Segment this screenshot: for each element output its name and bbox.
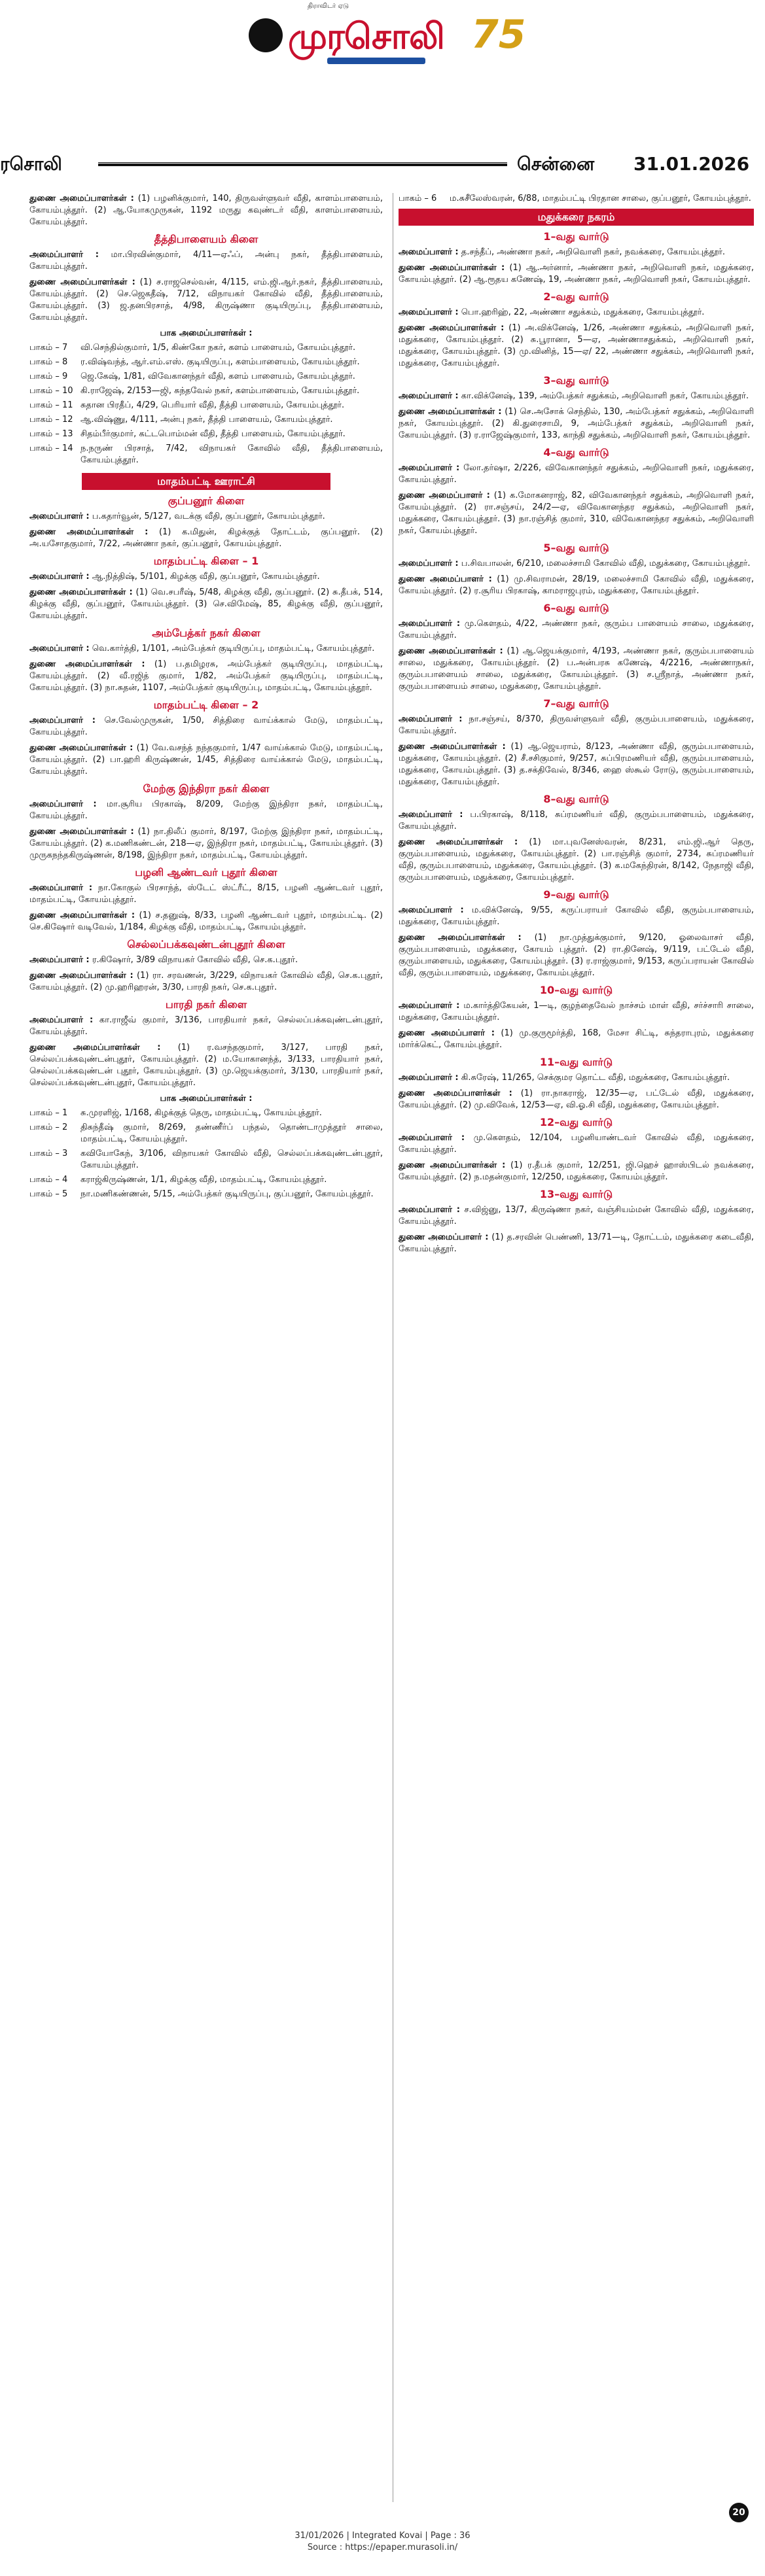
member-entry [29,882,383,906]
member-entry [399,1088,754,1111]
logo-ribbon [327,58,425,64]
member-details: நா.கோகுல் பிரசாந்த், ஸ்டேட் ஸ்ட்ரீட், 8/15, பழனி ஆண்டவர் புதூர், மாதம்பட்டி, கோயம்புத்தூர். [29,883,383,905]
role-label: துணை அமைப்பாளர் : [399,491,490,500]
booth-member: கி.ராஜேஷ், 2/153—ஜி, சுந்தவேல் நகர், களம்பாளையம், கோயம்புத்தூர். [80,386,360,396]
member-entry [29,511,383,523]
role-label: துணை அமைப்பாளர் : [399,574,492,584]
branch-heading: அம்பேத்கர் நகர் கிளை [152,627,260,639]
member-details: (1) ப.தமிழரசு, அம்பேத்கர் குடியிருப்பு, மாதம்பட்டி, கோயம்புத்தூர். (2) வீ.ரஜித் குமார், 1/82, அம்பேத்கர் குடியிருப்பு, மாதம்பட்டி, கோயம்புத்தூர். (3) நா.சுதன், 1107, அம்பேத்கர் குடியிருப்பு, மாதம்பட்டி, கோயம்புத்தூர். [29,659,383,693]
emblem-icon [249,18,283,52]
role-label: துணை அமைப்பாளர் : [399,1028,495,1038]
member-details: (1) ர.வசந்தகுமார், 3/127, பாரதி நகர், செல்லப்பக்கவுண்டன்புதூர், கோயம்புத்தூர். (2) ம.யோகானந்த், 3/133, பாரதியார் நகர், செல்லப்பக்கவுண்டன் புதூர், கோயம்புத்தூர். (3) மு.ஜெயக்குமார், 3/130, பாரதியார் நகர், செல்லப்பக்கவுண்டன்புதூர், கோயம்புத்தூர். [29,1043,383,1088]
booth-row [29,414,383,426]
member-entry [29,954,383,966]
member-details: (1) ஆ.ஜெயக்குமார், 4/193, அண்ணா நகர், குரும்பபாளையம் சாலை, மதுக்கரை, கோயம்புத்தூர். (2) ப.அன்பரசு கணேஷ், 4/2216, அண்ணாநகர், குரும்பபாளையம் சாலை, மதுக்கரை, கோயம்புத்தூர். (3) ச.ஸ்ரீநாத், அண்ணா நகர், குரும்பபாளையம் சாலை, மதுக்கரை, கோயம்புத்தூர். [399,646,754,691]
role-label: துணை அமைப்பாளர்கள் : [399,1160,506,1170]
role-label: அமைப்பாளர் : [399,1073,459,1083]
booth-number: பாகம் – 14 [29,444,73,453]
role-label: அமைப்பாளர் : [399,307,459,317]
role-label: துணை அமைப்பாளர்கள் : [399,646,503,656]
edition-date: 31.01.2026 [633,153,750,175]
branch-heading: 2–வது வார்டு [543,290,609,303]
role-label: அமைப்பாளர் : [399,1205,460,1215]
role-label: துணை அமைப்பாளர்கள் : [29,971,133,981]
role-label: துணை அமைப்பாளர்கள் : [399,742,506,752]
booth-member: கராஜ்கிருஷ்ணன், 1/1, கிழக்கு வீதி, மாதம்பட்டி, கோயம்புத்தூர். [80,1175,327,1185]
role-label: அமைப்பாளர் : [29,512,90,521]
member-details: (1) ச.ராஜசெல்வன், 4/115, எம்.ஜி.ஆர்.நகர், தீத்திபாளையம், கோயம்புத்தூர். (2) செ.ஜெகதீஷ், 7/12, விநாயகர் கோவில் வீதி, தீத்திபாளையம், கோயம்புத்தூர். (3) ஜ.தனபிரசாத், 4/98, கிருஷ்ணா குடியிருப்பு, தீத்திபாளையம், கோயம்புத்தூர். [29,277,383,322]
role-label: அமைப்பாளர் : [29,1015,94,1025]
member-entry [399,558,754,570]
member-details: (1) ரா. சரவணன், 3/229, விநாயகர் கோவில் வீதி, செ.க.புதூர், கோயம்புத்தூர். (2) மு.ஹரிஹரன், 3/30, பாரதி நகர், செ.க.புதூர். [29,971,383,992]
anniversary-mark: 75 [471,12,526,58]
role-label: அமைப்பாளர் : [29,955,90,965]
booth-row [29,443,383,466]
member-details: நா.சஞ்சய், 8/370, திருவள்ளுவர் வீதி, குரும்பபாளையம், மதுக்கரை, கோயம்புத்தூர். [399,714,754,736]
role-label: துணை அமைப்பாளர்கள் : [399,407,502,417]
region-banner: மாதம்பட்டி ஊராட்சி [82,473,330,490]
member-entry [399,809,754,833]
branch-heading: குப்பனூர் கிளை [168,495,245,507]
booth-number: பாகம் – 1 [29,1108,68,1118]
member-entry [399,391,754,402]
member-entry [399,905,754,928]
role-label: துணை அமைப்பாளர்கள் : [29,587,133,597]
member-details: ச.விஜ்னு, 13/7, கிருஷ்ணா நகர், வஞ்சியம்மன் கோவில் வீதி, மதுக்கரை, கோயம்புத்தூர். [399,1205,754,1227]
booth-member: சிதம்பீர்குமார், கட்டபொம்மன் வீதி, தீத்தி பாளையம், கோயம்புத்தூர். [80,429,346,439]
member-details: (1) ஆ.ஜெயராம், 8/123, அண்ணா வீதி, குரும்பபாளையம், மதுக்கரை, கோயம்புத்தூர். (2) சீ.சசிகுமார், 9/257, சுப்பிரமணியர் வீதி, குரும்பபாளையம், மதுக்கரை, கோயம்புத்தூர். (3) த.சக்திவேல், 8/346, ஹை ஸ்கூல் ரோடு, குரும்பபாளையம், மதுக்கரை, கோயம்புத்தூர். [399,742,754,787]
member-entry [399,837,754,884]
footer-edition-line: 31/01/2026 | Integrated Kovai | Page : 36 [294,2531,471,2541]
branch-heading: 11–வது வார்டு [539,1056,613,1068]
member-details: வெ.கார்த்தி, 1/101, அம்பேத்கர் குடியிருப்பு, மாதம்பட்டி, கோயம்புத்தூர். [92,644,375,653]
booth-number: பாகம் – 3 [29,1149,68,1158]
article-column-left [29,193,383,2502]
member-details: மா.பிரவின்குமார், 4/11—ஏஃப், அன்பு நகர், தீத்திபாளையம், கோயம்புத்தூர். [29,250,383,271]
masthead-tagline: திராவிடர் ஏடு [308,3,349,10]
brand-name: முரசொலி [288,16,444,57]
member-entry [29,910,383,933]
member-entry [29,715,383,739]
section-subheading: பாக அமைப்பாளர்கள் : [160,1094,253,1104]
member-details: ர.கிஷோர், 3/89 விநாயகர் கோவில் வீதி, செ.க.புதூர். [92,955,298,965]
branch-heading: 9–வது வார்டு [543,888,609,901]
role-label: துணை அமைப்பாளர்கள் : [29,911,135,920]
role-label: துணை அமைப்பாளர்கள் : [29,1043,161,1053]
role-label: துணை அமைப்பாளர்கள் : [29,194,134,203]
booth-number: பாகம் – 4 [29,1175,68,1185]
branch-heading: 3–வது வார்டு [543,374,609,387]
member-details: (1) மு.குருமூர்த்தி, 168, மேசா சிட்டி, சுந்தராபுரம், மதுக்கரை மார்க்கெட், கோயம்புத்தூர். [399,1028,754,1050]
member-details: ம.விக்னேஷ், 9/55, கருப்பராயர் கோவில் வீதி, குரும்பபாளையம், மதுக்கரை, கோயம்புத்தூர். [399,905,754,927]
role-label: அமைப்பாளர் : [29,644,90,653]
dateline-bar [0,148,765,181]
role-label: அமைப்பாளர் : [399,247,459,257]
branch-heading: மேற்கு இந்திரா நகர் கிளை [143,782,270,795]
booth-row [29,400,383,411]
member-details: (1) நா.திலீப் குமார், 8/197, மேற்கு இந்திரா நகர், மாதம்பட்டி, கோயம்புத்தூர். (2) க.மணிகண்டன், 218—ஏ, இந்திரா நகர், மாதம்பட்டி, கோயம்புத்தூர். (3) முருகநந்தகிருஷ்ணன், 8/198, இந்திரா நகர், மாதம்பட்டி, கோயம்புத்தூர். [29,827,383,860]
member-details: (1) வெ.சபரீஷ், 5/48, கிழக்கு வீதி, குப்பனூர். (2) சு.தீபக், 514, கிழக்கு வீதி, குப்பனூர், கோயம்புத்தூர். (3) செ.விமேஷ், 85, கிழக்கு வீதி, குப்பனூர், கோயம்புத்தூர். [29,587,383,621]
role-label: அமைப்பாளர் : [29,716,96,725]
branch-heading: 13–வது வார்டு [539,1188,613,1200]
role-label: அமைப்பாளர் : [29,250,99,260]
member-entry [29,1015,383,1038]
dateline-rule [98,162,507,166]
member-details: ம.கார்த்திகேயன், 1—டி, குழந்தைவேல் நாச்சம் மாள் வீதி, சர்ச்சாரி சாலை, மதுக்கரை, கோயம்புத்தூர். [399,1001,754,1022]
booth-row [29,1174,383,1186]
member-details: ப.கதார்வூன், 5/127, வடக்கு வீதி, குப்பனூர், கோயம்புத்தூர். [92,512,325,521]
member-entry [29,970,383,994]
member-details: செ.வேல்முருகன், 1/50, சித்திரை வாய்க்கால் மேடு, மாதம்பட்டி, கோயம்புத்தூர். [29,716,383,737]
paper-name: ரசொலி [0,153,62,175]
booth-member: வி.செந்தில்குமார், 1/5, கிண்கோ நகர், களம் பாளையம், கோயம்புத்தூர். [80,343,356,353]
member-entry [399,406,754,442]
member-details: (1) ஆ.அர்னார், அண்ணா நகர், அறிவொளி நகர், மதுக்கரை, கோயம்புத்தூர். (2) ஆ.ரூதய கணேஷ், 19, அண்ணா நகர், அறிவொளி நகர், கோயம்புத்தூர். [399,263,754,285]
booth-row [29,1122,383,1145]
booth-row [29,342,383,354]
role-label: துணை அமைப்பாளர்கள் : [29,827,134,837]
member-entry [399,1132,754,1156]
branch-heading: பழனி ஆண்டவர் புதூர் கிளை [135,866,277,879]
role-label: அமைப்பாளர் : [399,714,463,724]
branch-heading: 12–வது வார்டு [539,1116,613,1128]
branch-heading: 5–வது வார்டு [543,542,609,554]
member-details: (1) ரா.நாகராஜ், 12/35—ஏ, பட்டேல் வீதி, மதுக்கரை, கோயம்புத்தூர். (2) மு.விவேக், 12/53—ஏ, வி.ஓ.சி வீதி, மதுக்கரை, கோயம்புத்தூர். [399,1088,754,1110]
member-entry [29,193,383,228]
role-label: அமைப்பாளர் : [399,810,463,820]
role-label: அமைப்பாளர் : [399,905,464,915]
member-entry [399,646,754,693]
region-banner: மதுக்கரை நகரம் [399,209,754,226]
member-details: (1) ச.தனுஷ், 8/33, பழனி ஆண்டவர் புதூர், மாதம்பட்டி. (2) செ.கிஷோர் வடிவேல், 1/184, கிழக்கு வீதி, மாதம்பட்டி, கோயம்புத்தூர். [29,911,383,932]
member-details: கி.சுரேஷ், 11/265, செக்குமர தொட்ட வீதி, மதுக்கரை, கோயம்புத்தூர். [461,1073,730,1083]
branch-heading: 7–வது வார்டு [543,697,609,710]
member-entry [399,714,754,737]
member-details: (1) ர.தீபக் குமார், 12/251, ஜி.ஹெச் ஹாஸ்பிடல் நவக்கரை, கோயம்புத்தூர். (2) ந.மதன்குமார், 12/250, மதுக்கரை, கோயம்புத்தூர். [399,1160,754,1182]
member-details: கா.ராஜீவ் குமார், 3/136, பாரதியார் நகர், செல்லப்பக்கவுண்டன்புதூர், கோயம்புத்தூர். [29,1015,383,1037]
booth-member: ஆ.விஷ்ணு, 4/111, அன்பு நகர், தீத்தி பாளையம், கோயம்புத்தூர். [80,415,333,425]
booth-row [29,1107,383,1119]
member-details: கா.விக்னேஷ், 139, அம்பேத்கர் சதுக்கம், அறிவொளி நகர், கோயம்புத்தூர். [461,391,749,401]
branch-heading: 1–வது வார்டு [543,230,609,243]
branch-heading: பாரதி நகர் கிளை [165,998,247,1011]
booth-number: பாகம் – 9 [29,372,68,381]
booth-number: பாகம் – 6 [399,194,437,203]
member-details: (1) க.மிதுன், கிழக்குத் தோட்டம், குப்பனூர். (2) அ.யசோதகுமார், 7/22, அண்ணா நகர், குப்பனூர், கோயம்புத்தூர். [29,527,383,549]
role-label: துணை அமைப்பாளர்கள் : [399,1088,512,1098]
role-label: அமைப்பாளர் : [399,619,461,629]
role-label: அமைப்பாளர் : [399,1133,465,1143]
booth-row [29,357,383,368]
member-details: (1) த.சரவின் பெண்ணி, 13/71—டி, தோட்டம், மதுக்கரை கடைவீதி, கோயம்புத்தூர். [399,1232,754,1254]
member-details: ப.சிவபாலன், 6/210, மலைச்சாமி கோவில் வீதி, மதுக்கரை, கோயம்புத்தூர். [461,559,751,568]
branch-heading: செல்லப்பக்கவுண்டன்புதூர் கிளை [127,938,285,950]
member-entry [29,249,383,273]
member-entry [399,1072,754,1084]
booth-number: பாகம் – 2 [29,1123,68,1132]
member-entry [29,826,383,862]
role-label: துணை அமைப்பாளர்கள் : [29,277,135,287]
member-details: (1) பழனிக்குமார், 140, திருவள்ளுவர் வீதி, காளம்பாளையம், கோயம்புத்தூர். (2) ஆ.யோகமுருகன், 1192 மருது கவுண்டர் வீதி, காளம்பாளையம், கோயம்புத்தூர். [29,194,383,227]
member-entry [29,587,383,622]
booth-row [29,428,383,440]
member-entry [29,277,383,324]
booth-member: சு.முரளிஜ், 1/168, கிழக்குத் தெரு, மாதம்பட்டி, கோயம்புத்தூர். [80,1108,322,1118]
booth-member: கவியோகேந், 3/106, விநாயகர் கோவில் வீதி, செல்லப்பக்கவுண்டன்புதூர், கோயம்புத்தூர். [80,1149,383,1170]
member-details: (1) செ.அசோக் செந்தில், 130, அம்பேத்கர் சதுக்கம், அறிவொளி நகர், கோயம்புத்தூர். (2) கி.துரைசாமி, 9, அம்பேத்கர் சதுக்கம், அறிவொளி நகர், கோயம்புத்தூர். (3) ர.ராஜேஷ்குமார், 133, காந்தி சதுக்கம், அறிவொளி நகர், கோயம்புத்தூர். [399,407,754,440]
member-entry [29,643,383,655]
booth-row [399,193,754,205]
member-entry [29,1042,383,1089]
booth-row [29,385,383,397]
role-label: துணை அமைப்பாளர்கள் : [399,323,505,333]
branch-heading: 8–வது வார்டு [543,793,609,805]
member-details: த.சந்தீப், அண்ணா நகர், அறிவொளி நகர், நவக்கரை, கோயம்புத்தூர். [461,247,726,257]
role-label: அமைப்பாளர் : [399,463,460,473]
member-details: (1) மா.புவனேஸ்வரன், 8/231, எம்.ஜி.ஆர் தெரு, குரும்பபாளையம், மதுக்கரை, கோயம்புத்தூர். (2) பா.ரஞ்சித் குமார், 2734, சுப்ரமணியர் வீதி, குரும்பபாளையம், மதுக்கரை, கோயம்புத்தூர். (3) க.மகேந்திரன், 8/142, நேதாஜி வீதி, குரும்பபாளையம், மதுக்கரை, கோயம்புத்தூர். [399,837,754,882]
member-details: (1) நா.முத்துக்குமார், 9/120, ஓலைவாசர் வீதி, குரும்பபாளையம், மதுக்கரை, கோயம் புத்தூர். (2) ரா.தினேஷ், 9/119, பட்டேல் வீதி, குரும்பாளையம், மதுக்கரை, கோயம்புத்தூர். (3) ர.ராஜ்குமார், 9/153, கருப்பராயன் கோவில் வீதி, குரும்பபாளையம், மதுக்கரை, கோயம்புத்தூர். [399,933,754,978]
footer-source-line[interactable]: Source : https://epaper.murasoli.in/ [307,2543,458,2552]
page-number-badge: 20 [729,2503,749,2522]
member-entry [399,1232,754,1255]
booth-number: பாகம் – 11 [29,400,73,410]
role-label: அமைப்பாளர் : [29,799,97,809]
member-details: பொ.ஹரிஹ், 22, அண்ணா சதுக்கம், மதுக்கரை, கோயம்புத்தூர். [461,307,705,317]
member-entry [29,571,383,583]
member-details: ப.பிரகாஷ், 8/118, சுப்ரமணியர் வீதி, குரும்பபாளையம், மதுக்கரை, கோயம்புத்தூர். [399,810,754,831]
role-label: அமைப்பாளர் : [399,391,459,401]
member-entry [399,574,754,597]
member-entry [399,262,754,286]
role-label: துணை அமைப்பாளர்கள் : [399,933,522,943]
page-footer [0,2530,765,2554]
member-details: மா.சூரிய பிரகாஷ், 8/209, மேற்கு இந்திரா நகர், மாதம்பட்டி, கோயம்புத்தூர். [29,799,383,821]
booth-member: திசுந்தீஷ் குமார், 8/269, தண்ணீர்ப் பந்தல், தொண்டாமுத்தூர் சாலை, மாதம்பட்டி, கோயம்புத்தூர். [80,1123,383,1144]
member-entry [29,659,383,694]
branch-heading: 4–வது வார்டு [543,446,609,459]
member-details: ஆ.நித்திஷ், 5/101, கிழக்கு வீதி, குப்பனூர், கோயம்புத்தூர். [92,572,320,582]
member-entry [399,1028,754,1051]
section-subheading: பாக அமைப்பாளர்கள் : [160,328,253,338]
member-entry [29,527,383,550]
member-details: லோ.தர்ஷா, 2/226, விவேகானந்தர் சதுக்கம், அறிவொளி நகர், மதுக்கரை, கோயம்புத்தூர். [399,463,754,485]
booth-member: ர.விஷ்வந்த், ஆர்.எம்.எஸ். குடியிருப்பு, களம்பாளையம், கோயம்புத்தூர். [80,357,360,367]
branch-heading: மாதம்பட்டி கிளை – 2 [153,699,259,711]
role-label: அமைப்பாளர் : [29,883,93,893]
branch-heading: மாதம்பட்டி கிளை – 1 [153,555,259,567]
member-entry [399,322,754,370]
member-details: மு.கெளதம், 4/22, அண்ணா நகர், குரும்ப பாளையம் சாலை, மதுக்கரை, கோயம்புத்தூர். [399,619,754,640]
booth-member: ம.சுசீலேஸ்வரன், 6/88, மாதம்பட்டி பிரதான சாலை, குப்பனூர், கோயம்புத்தூர். [450,194,751,203]
member-entry [399,618,754,642]
role-label: துணை அமைப்பாளர்கள் : [399,263,505,273]
branch-heading: 10–வது வார்டு [539,984,613,996]
brand-logo[interactable] [249,12,524,64]
member-entry [399,490,754,537]
booth-number: பாகம் – 13 [29,429,73,439]
member-entry [399,1204,754,1228]
booth-row [29,371,383,383]
member-entry [399,1000,754,1024]
booth-number: பாகம் – 8 [29,357,68,367]
member-entry [399,462,754,486]
branch-heading: 6–வது வார்டு [543,602,609,614]
masthead [0,0,765,78]
member-entry [399,247,754,258]
edition-city: சென்னை [517,153,595,175]
booth-row [29,1189,383,1200]
role-label: துணை அமைப்பாளர்கள் : [29,743,133,753]
member-details: (1) மு.சிவராமன், 28/19, மலைச்சாமி கோவில் வீதி, மதுக்கரை, கோயம்புத்தூர். (2) ர.சூரிய பிரகாஷ், காமராஜபுரம், மதுக்கரை, கோயம்புத்தூர். [399,574,754,596]
member-details: (1) க.மோகனராஜ், 82, விவேகானந்தர் சதுக்கம், அறிவொளி நகர், கோயம்புத்தூர். (2) ரா.சஞ்சய், 24/2—ஏ, விவேகானந்தர சதுக்கம், அறிவொளி நகர், மதுக்கரை, கோயம்புத்தூர். (3) நா.ரஞ்சித் குமார், 310, விவேகானந்தர சதுக்கம், அறிவொளி நகர், கோயம்புத்தூர். [399,491,754,536]
booth-number: பாகம் – 10 [29,386,73,396]
booth-member: நா.மணிகண்ணன், 5/15, அம்பேத்கர் குடியிருப்பு, குப்பனூர், கோயம்புத்தூர். [80,1189,374,1199]
booth-member: ஜெ.கேஷ், 1/81, விவேகானந்தர் வீதி, களம் பாளையம், கோயம்புத்தூர். [80,372,355,381]
member-details: மு.கெளதம், 12/104, பழனியாண்டவர் கோவில் வீதி, மதுக்கரை, கோயம்புத்தூர். [399,1133,754,1155]
member-entry [29,742,383,778]
member-entry [29,799,383,822]
booth-member: ந.நருண் பிரசாத், 7/42, விநாயகர் கோவில் வீதி, தீத்திபாளையம், கோயம்புத்தூர். [80,444,383,465]
member-entry [399,741,754,788]
booth-number: பாகம் – 7 [29,343,68,353]
role-label: துணை அமைப்பாளர்கள் : [29,659,145,669]
booth-number: பாகம் – 5 [29,1189,68,1199]
role-label: அமைப்பாளர் : [399,559,459,568]
role-label: துணை அமைப்பாளர் : [399,1232,489,1242]
booth-member: சுதான பிரதீப், 4/29, பெரியார் வீதி, தீத்தி பாளையம், கோயம்புத்தூர். [80,400,345,410]
member-details: (1) அ.விக்னேஷ், 1/26, அண்ணா சதுக்கம், அறிவொளி நகர், மதுக்கரை, கோயம்புத்தூர். (2) சு.பூரானா, 5—ஏ, அண்ணாசதுக்கம், அறிவொளி நகர், மதுக்கரை, கோயம்புத்தூர். (3) மு.வினித், 15—ஏ/ 22, அண்ணா சதுக்கம், அறிவொளி நகர், மதுக்கரை, கோயம்புத்தூர். [399,323,754,368]
role-label: அமைப்பாளர் : [29,572,90,582]
member-entry [399,932,754,979]
booth-number: பாகம் – 12 [29,415,73,425]
member-entry [399,1160,754,1183]
booth-row [29,1148,383,1172]
role-label: துணை அமைப்பாளர்கள் : [399,837,518,847]
member-details: (1) வே.வசந்த் நந்தகுமார், 1/47 வாய்க்கால் மேடு, மாதம்பட்டி, கோயம்புத்தூர். (2) பா.ஹரி கிருஷ்ணன், 1/45, சித்திரை வாய்க்கால் மேடு, மாதம்பட்டி, கோயம்புத்தூர். [29,743,383,776]
role-label: துணை அமைப்பாளர்கள் : [29,527,149,537]
branch-heading: தீத்திபாளையம் கிளை [154,233,258,245]
article-column-right [393,193,754,2502]
role-label: அமைப்பாளர் : [399,1001,460,1011]
member-entry [399,307,754,319]
